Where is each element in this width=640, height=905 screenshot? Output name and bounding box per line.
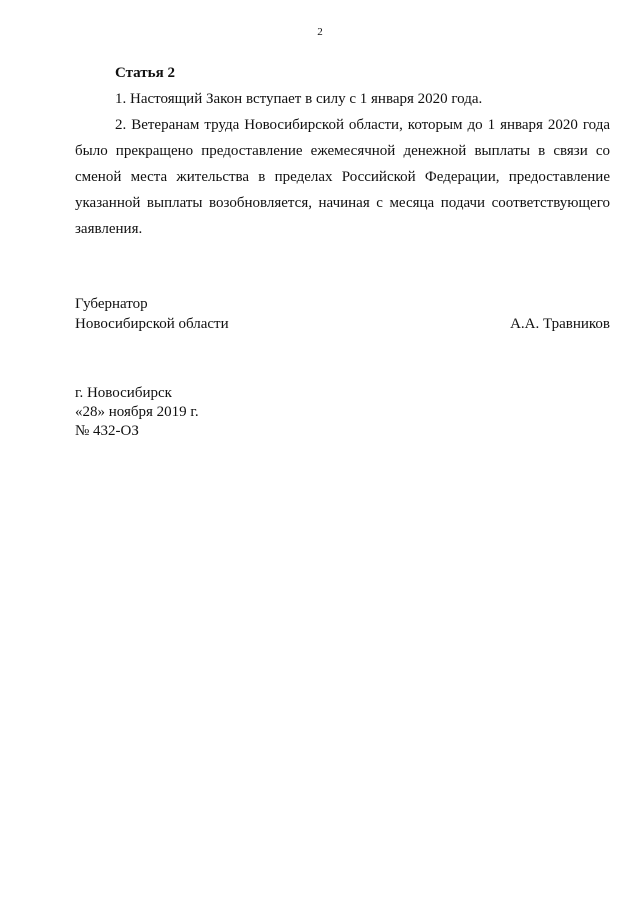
article-block	[75, 60, 610, 242]
page-number: 2	[317, 26, 323, 38]
place-date-block	[75, 384, 375, 441]
law-date: «28» ноября 2019 г.	[75, 404, 199, 420]
signature-row	[75, 314, 610, 334]
signatory-position-line1: Губернатор	[75, 296, 148, 312]
city: г. Новосибирск	[75, 385, 172, 401]
law-number: № 432-ОЗ	[75, 423, 139, 439]
signature-block	[75, 294, 610, 334]
signatory-position-line2: Новосибирской области	[75, 316, 229, 332]
article-paragraph-1: 1. Настоящий Закон вступает в силу с 1 января 2020 года.	[115, 91, 483, 107]
signatory-name: А.А. Травников	[510, 316, 610, 332]
article-title: Статья 2	[115, 65, 175, 81]
article-paragraph-2: 2. Ветеранам труда Новосибирской области, которым до 1 января 2020 года было прекращено предоставление ежемесячной денежной выплаты в связи со сменой места жительства в пределах Российской Федерации, предоставление указанной выплаты возобновляется, начиная с месяца подачи соответствующего заявления.	[75, 117, 610, 237]
